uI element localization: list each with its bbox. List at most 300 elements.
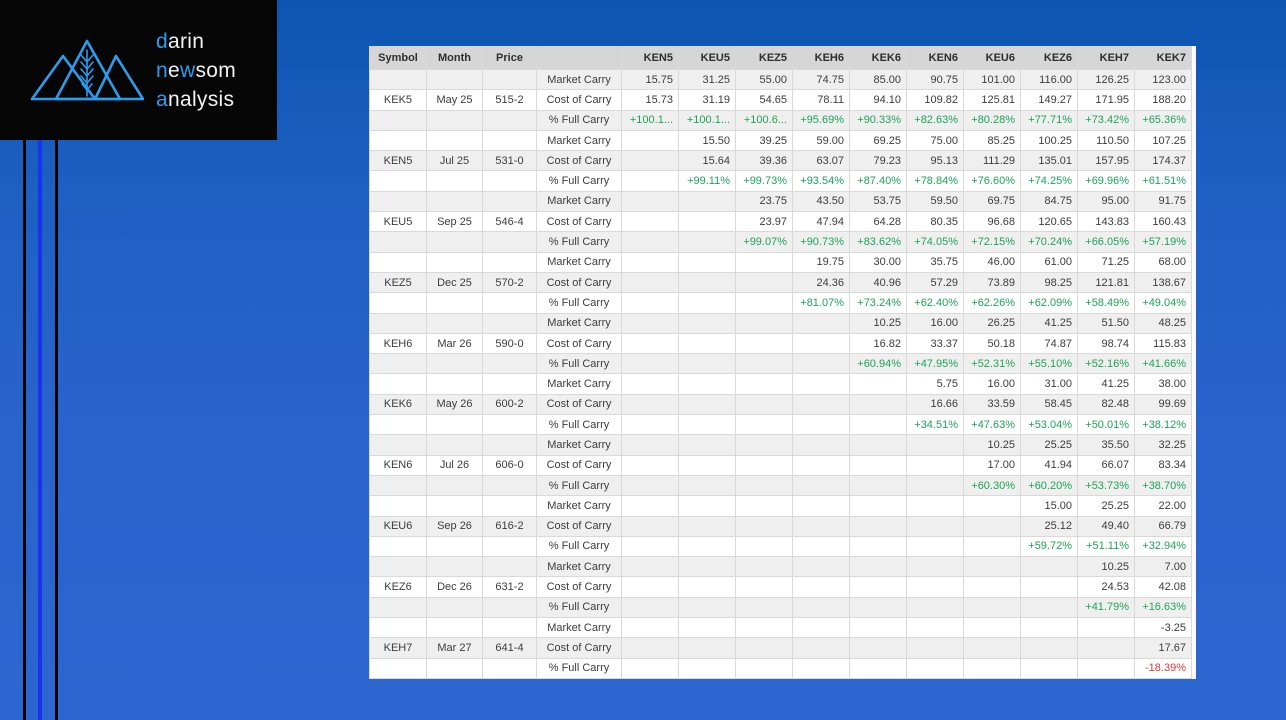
value-cell: +38.70%	[1135, 475, 1192, 495]
price-cell: 546-4	[483, 212, 537, 232]
value-cell	[679, 658, 736, 678]
value-cell: +52.31%	[964, 354, 1021, 374]
value-cell: 69.75	[964, 191, 1021, 211]
logo-letter-segment: e	[167, 58, 180, 82]
value-cell	[964, 557, 1021, 577]
value-cell: 85.25	[964, 130, 1021, 150]
value-cell	[679, 252, 736, 272]
price-cell	[483, 435, 537, 455]
row-type-label: % Full Carry	[537, 475, 622, 495]
value-cell: 17.67	[1135, 638, 1192, 658]
value-cell	[793, 496, 850, 516]
month-cell	[427, 557, 483, 577]
month-cell: Jul 26	[427, 455, 483, 475]
value-cell: -3.25	[1135, 618, 1192, 638]
value-cell	[679, 374, 736, 394]
table-row	[370, 212, 1192, 232]
logo-text	[156, 27, 236, 114]
table-row	[370, 252, 1192, 272]
value-cell	[793, 658, 850, 678]
table-row	[370, 90, 1192, 110]
value-cell: +69.96%	[1078, 171, 1135, 191]
value-cell: 51.50	[1078, 313, 1135, 333]
column-header	[537, 47, 622, 70]
month-cell	[427, 354, 483, 374]
table-row	[370, 354, 1192, 374]
value-cell: +16.63%	[1135, 597, 1192, 617]
value-cell: 90.75	[907, 70, 964, 90]
column-header: KEU5	[679, 47, 736, 70]
month-cell: May 25	[427, 90, 483, 110]
value-cell	[907, 435, 964, 455]
value-cell: 79.23	[850, 151, 907, 171]
value-cell	[793, 536, 850, 556]
value-cell: 30.00	[850, 252, 907, 272]
value-cell	[907, 638, 964, 658]
table-row	[370, 658, 1192, 678]
price-cell: 515-2	[483, 90, 537, 110]
value-cell	[736, 333, 793, 353]
vertical-stripe-black-right	[55, 140, 58, 720]
value-cell	[907, 536, 964, 556]
symbol-cell	[370, 313, 427, 333]
symbol-cell: KEK5	[370, 90, 427, 110]
value-cell: +41.79%	[1078, 597, 1135, 617]
month-cell: Mar 27	[427, 638, 483, 658]
row-type-label: Market Carry	[537, 313, 622, 333]
row-type-label: Cost of Carry	[537, 151, 622, 171]
value-cell	[622, 638, 679, 658]
symbol-cell	[370, 475, 427, 495]
table-row	[370, 516, 1192, 536]
value-cell: 143.83	[1078, 212, 1135, 232]
month-cell	[427, 293, 483, 313]
value-cell: 19.75	[793, 252, 850, 272]
value-cell: 25.25	[1078, 496, 1135, 516]
value-cell: +78.84%	[907, 171, 964, 191]
logo-letter-segment: d	[156, 29, 168, 53]
value-cell: 16.82	[850, 333, 907, 353]
value-cell	[850, 638, 907, 658]
symbol-cell	[370, 435, 427, 455]
price-cell	[483, 232, 537, 252]
value-cell: 174.37	[1135, 151, 1192, 171]
value-cell	[793, 415, 850, 435]
value-cell: 46.00	[964, 252, 1021, 272]
value-cell: 126.25	[1078, 70, 1135, 90]
symbol-cell	[370, 191, 427, 211]
value-cell: 10.25	[964, 435, 1021, 455]
value-cell: 74.75	[793, 70, 850, 90]
value-cell	[622, 252, 679, 272]
value-cell	[736, 658, 793, 678]
value-cell: 43.50	[793, 191, 850, 211]
value-cell	[793, 557, 850, 577]
value-cell: 53.75	[850, 191, 907, 211]
logo-line	[156, 56, 236, 85]
value-cell	[679, 191, 736, 211]
row-type-label: Market Carry	[537, 496, 622, 516]
value-cell: 10.25	[850, 313, 907, 333]
value-cell: 42.08	[1135, 577, 1192, 597]
row-type-label: % Full Carry	[537, 658, 622, 678]
value-cell: +99.07%	[736, 232, 793, 252]
value-cell: 35.50	[1078, 435, 1135, 455]
value-cell	[793, 394, 850, 414]
column-header: Month	[427, 47, 483, 70]
value-cell: 71.25	[1078, 252, 1135, 272]
symbol-cell: KEN6	[370, 455, 427, 475]
value-cell: +38.12%	[1135, 415, 1192, 435]
value-cell	[622, 658, 679, 678]
value-cell: 75.00	[907, 130, 964, 150]
value-cell: 188.20	[1135, 90, 1192, 110]
value-cell: 64.28	[850, 212, 907, 232]
carry-table	[369, 46, 1192, 679]
value-cell	[1021, 577, 1078, 597]
value-cell	[736, 597, 793, 617]
month-cell	[427, 130, 483, 150]
value-cell: 116.00	[1021, 70, 1078, 90]
value-cell	[793, 597, 850, 617]
value-cell	[793, 618, 850, 638]
value-cell: +99.73%	[736, 171, 793, 191]
value-cell	[1021, 597, 1078, 617]
value-cell: 31.25	[679, 70, 736, 90]
row-type-label: Market Carry	[537, 618, 622, 638]
symbol-cell: KEN5	[370, 151, 427, 171]
value-cell: +32.94%	[1135, 536, 1192, 556]
symbol-cell	[370, 354, 427, 374]
column-header: KEK6	[850, 47, 907, 70]
value-cell	[679, 232, 736, 252]
value-cell	[736, 272, 793, 292]
value-cell: 157.95	[1078, 151, 1135, 171]
value-cell	[1078, 638, 1135, 658]
value-cell	[736, 374, 793, 394]
value-cell	[622, 557, 679, 577]
row-type-label: % Full Carry	[537, 536, 622, 556]
table-row	[370, 455, 1192, 475]
value-cell: +57.19%	[1135, 232, 1192, 252]
value-cell: 17.00	[964, 455, 1021, 475]
price-cell	[483, 658, 537, 678]
value-cell: +66.05%	[1078, 232, 1135, 252]
month-cell: May 26	[427, 394, 483, 414]
value-cell: 24.36	[793, 272, 850, 292]
value-cell: +100.1...	[622, 110, 679, 130]
value-cell	[736, 415, 793, 435]
value-cell: 39.25	[736, 130, 793, 150]
value-cell: 95.13	[907, 151, 964, 171]
value-cell	[1021, 638, 1078, 658]
row-type-label: Market Carry	[537, 130, 622, 150]
value-cell: 135.01	[1021, 151, 1078, 171]
month-cell: Dec 25	[427, 272, 483, 292]
month-cell	[427, 496, 483, 516]
logo-letter-segment: som	[195, 58, 237, 82]
row-type-label: Cost of Carry	[537, 638, 622, 658]
value-cell: +82.63%	[907, 110, 964, 130]
value-cell: +90.73%	[793, 232, 850, 252]
symbol-cell: KEK6	[370, 394, 427, 414]
price-cell	[483, 354, 537, 374]
value-cell	[736, 354, 793, 374]
value-cell	[622, 232, 679, 252]
value-cell: +60.94%	[850, 354, 907, 374]
value-cell: 47.94	[793, 212, 850, 232]
logo-line	[156, 85, 236, 114]
value-cell	[736, 252, 793, 272]
value-cell: 95.00	[1078, 191, 1135, 211]
value-cell: +70.24%	[1021, 232, 1078, 252]
value-cell: 32.25	[1135, 435, 1192, 455]
value-cell: 15.75	[622, 70, 679, 90]
value-cell: 50.18	[964, 333, 1021, 353]
value-cell	[907, 496, 964, 516]
table-row	[370, 313, 1192, 333]
value-cell: 48.25	[1135, 313, 1192, 333]
row-type-label: % Full Carry	[537, 415, 622, 435]
value-cell: 25.25	[1021, 435, 1078, 455]
value-cell: 78.11	[793, 90, 850, 110]
value-cell: 59.50	[907, 191, 964, 211]
column-header: KEH6	[793, 47, 850, 70]
row-type-label: Cost of Carry	[537, 212, 622, 232]
value-cell	[622, 394, 679, 414]
value-cell	[850, 374, 907, 394]
month-cell: Sep 26	[427, 516, 483, 536]
value-cell: 23.97	[736, 212, 793, 232]
value-cell	[850, 455, 907, 475]
value-cell: +47.95%	[907, 354, 964, 374]
value-cell	[793, 475, 850, 495]
symbol-cell: KEZ6	[370, 577, 427, 597]
column-header: KEN6	[907, 47, 964, 70]
value-cell	[964, 618, 1021, 638]
value-cell: 5.75	[907, 374, 964, 394]
value-cell: 85.00	[850, 70, 907, 90]
value-cell: 66.07	[1078, 455, 1135, 475]
month-cell	[427, 658, 483, 678]
header-row	[370, 47, 1192, 70]
value-cell	[793, 516, 850, 536]
value-cell	[1021, 618, 1078, 638]
table-row	[370, 191, 1192, 211]
value-cell: 120.65	[1021, 212, 1078, 232]
value-cell	[793, 435, 850, 455]
value-cell: +73.42%	[1078, 110, 1135, 130]
value-cell	[622, 516, 679, 536]
value-cell: +49.04%	[1135, 293, 1192, 313]
value-cell	[907, 557, 964, 577]
table-row	[370, 70, 1192, 90]
value-cell	[622, 313, 679, 333]
row-type-label: Cost of Carry	[537, 577, 622, 597]
value-cell	[679, 516, 736, 536]
value-cell: +53.04%	[1021, 415, 1078, 435]
month-cell	[427, 536, 483, 556]
row-type-label: % Full Carry	[537, 597, 622, 617]
table-row	[370, 597, 1192, 617]
column-header: KEU6	[964, 47, 1021, 70]
value-cell	[679, 394, 736, 414]
value-cell	[964, 536, 1021, 556]
column-header: Price	[483, 47, 537, 70]
logo-letter-segment: arin	[167, 29, 205, 53]
value-cell	[850, 394, 907, 414]
value-cell: 82.48	[1078, 394, 1135, 414]
price-cell	[483, 171, 537, 191]
value-cell: +90.33%	[850, 110, 907, 130]
price-cell	[483, 475, 537, 495]
table-row	[370, 171, 1192, 191]
column-header: KEN5	[622, 47, 679, 70]
value-cell	[736, 455, 793, 475]
month-cell	[427, 191, 483, 211]
logo	[0, 0, 277, 140]
value-cell: 61.00	[1021, 252, 1078, 272]
value-cell	[736, 557, 793, 577]
value-cell: 138.67	[1135, 272, 1192, 292]
value-cell	[679, 455, 736, 475]
value-cell: 10.25	[1078, 557, 1135, 577]
value-cell	[736, 577, 793, 597]
value-cell	[736, 293, 793, 313]
value-cell: 55.00	[736, 70, 793, 90]
row-type-label: Market Carry	[537, 70, 622, 90]
value-cell: 66.79	[1135, 516, 1192, 536]
value-cell: +77.71%	[1021, 110, 1078, 130]
value-cell	[850, 496, 907, 516]
value-cell	[736, 536, 793, 556]
logo-letter-segment: a	[156, 87, 168, 111]
price-cell	[483, 130, 537, 150]
month-cell	[427, 475, 483, 495]
value-cell: 33.59	[964, 394, 1021, 414]
value-cell: 91.75	[1135, 191, 1192, 211]
price-cell: 570-2	[483, 272, 537, 292]
value-cell: +60.20%	[1021, 475, 1078, 495]
carry-table-wrap	[369, 46, 1196, 679]
value-cell: 39.36	[736, 151, 793, 171]
table-row	[370, 293, 1192, 313]
value-cell: -18.39%	[1135, 658, 1192, 678]
price-cell	[483, 536, 537, 556]
value-cell	[622, 597, 679, 617]
value-cell: 16.00	[907, 313, 964, 333]
value-cell	[1078, 618, 1135, 638]
value-cell	[679, 618, 736, 638]
month-cell	[427, 618, 483, 638]
value-cell: 25.12	[1021, 516, 1078, 536]
value-cell: +80.28%	[964, 110, 1021, 130]
value-cell: +50.01%	[1078, 415, 1135, 435]
value-cell: +87.40%	[850, 171, 907, 191]
value-cell	[1021, 658, 1078, 678]
month-cell: Jul 25	[427, 151, 483, 171]
table-row	[370, 557, 1192, 577]
row-type-label: Cost of Carry	[537, 516, 622, 536]
value-cell: +81.07%	[793, 293, 850, 313]
price-cell: 641-4	[483, 638, 537, 658]
value-cell: 101.00	[964, 70, 1021, 90]
symbol-cell	[370, 171, 427, 191]
value-cell	[1078, 658, 1135, 678]
value-cell	[736, 618, 793, 638]
value-cell	[679, 354, 736, 374]
value-cell: 110.50	[1078, 130, 1135, 150]
value-cell	[793, 638, 850, 658]
value-cell	[964, 638, 1021, 658]
value-cell	[850, 658, 907, 678]
value-cell: +60.30%	[964, 475, 1021, 495]
value-cell: 171.95	[1078, 90, 1135, 110]
value-cell	[850, 475, 907, 495]
month-cell	[427, 252, 483, 272]
value-cell	[736, 475, 793, 495]
value-cell: 26.25	[964, 313, 1021, 333]
value-cell	[622, 272, 679, 292]
value-cell: +100.1...	[679, 110, 736, 130]
column-header: KEK7	[1135, 47, 1192, 70]
value-cell	[850, 557, 907, 577]
value-cell	[622, 293, 679, 313]
row-type-label: Market Carry	[537, 435, 622, 455]
price-cell	[483, 70, 537, 90]
value-cell	[736, 496, 793, 516]
value-cell: 33.37	[907, 333, 964, 353]
table-row	[370, 130, 1192, 150]
column-header: KEH7	[1078, 47, 1135, 70]
value-cell: 35.75	[907, 252, 964, 272]
value-cell	[736, 638, 793, 658]
table-row	[370, 333, 1192, 353]
row-type-label: Cost of Carry	[537, 455, 622, 475]
value-cell	[622, 455, 679, 475]
row-type-label: % Full Carry	[537, 354, 622, 374]
price-cell: 590-0	[483, 333, 537, 353]
value-cell	[907, 516, 964, 536]
row-type-label: % Full Carry	[537, 232, 622, 252]
symbol-cell	[370, 415, 427, 435]
value-cell	[850, 435, 907, 455]
value-cell	[964, 597, 1021, 617]
row-type-label: % Full Carry	[537, 293, 622, 313]
row-type-label: Cost of Carry	[537, 333, 622, 353]
table-row	[370, 577, 1192, 597]
value-cell	[679, 212, 736, 232]
value-cell: 40.96	[850, 272, 907, 292]
symbol-cell	[370, 618, 427, 638]
value-cell: 98.25	[1021, 272, 1078, 292]
row-type-label: % Full Carry	[537, 171, 622, 191]
price-cell	[483, 110, 537, 130]
value-cell: 99.69	[1135, 394, 1192, 414]
table-row	[370, 496, 1192, 516]
value-cell: 100.25	[1021, 130, 1078, 150]
value-cell	[907, 618, 964, 638]
table-row	[370, 110, 1192, 130]
value-cell	[793, 577, 850, 597]
value-cell: +74.05%	[907, 232, 964, 252]
table-row	[370, 415, 1192, 435]
value-cell	[907, 597, 964, 617]
logo-letter-segment: nalysis	[167, 87, 235, 111]
column-header: KEZ6	[1021, 47, 1078, 70]
symbol-cell: KEH6	[370, 333, 427, 353]
value-cell: +55.10%	[1021, 354, 1078, 374]
